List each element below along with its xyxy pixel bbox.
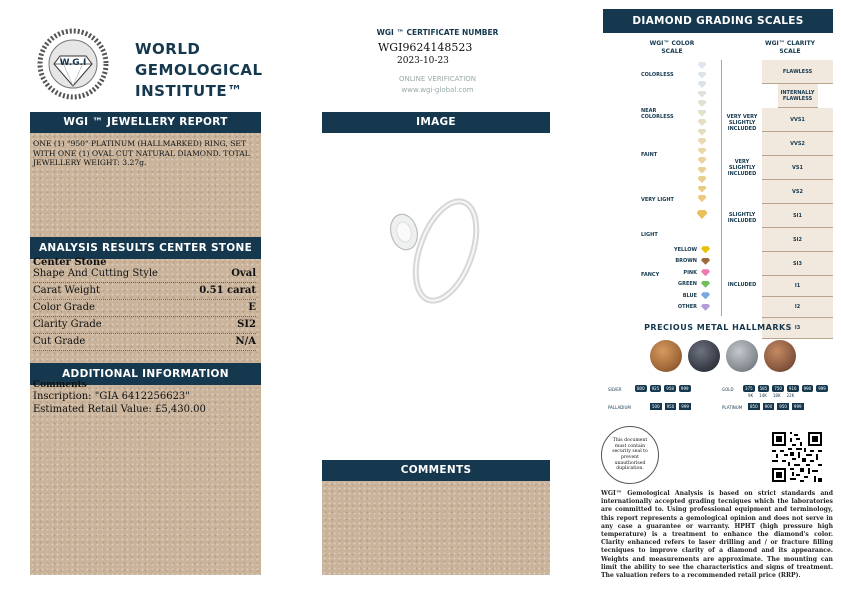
clarity-i1: I1 <box>762 276 833 297</box>
silver-mark: 999 <box>680 386 689 391</box>
gold-mark: 750 <box>774 386 782 391</box>
gold-mark: 375 <box>745 386 753 391</box>
analysis-row-cut: Cut Grade N/A <box>33 334 256 351</box>
color-group-colorless: COLORLESS <box>641 72 674 78</box>
additional-subtitle: Comments <box>33 380 87 390</box>
color-scale-head: WGI™ COLOR SCALE <box>649 40 695 55</box>
report-description: ONE (1) "950" PLATINUM (HALLMARKED) RING, SET WITH ONE (1) OVAL CUT NATURAL DIAMOND. TOTAL JEWELLERY WEIGHT: 3.27g. <box>33 139 250 168</box>
hallmark-coin-bronze-icon <box>764 340 796 372</box>
fancy-pink: PINK <box>660 267 710 279</box>
hallmark-coins <box>650 340 796 372</box>
certificate-date: 2023-10-23 <box>397 56 449 66</box>
verify-url[interactable]: www.wgi-global.com <box>401 86 474 94</box>
analysis-row-clarity: Clarity Grade SI2 <box>33 317 256 334</box>
clarity-si1: SI1 <box>762 204 833 228</box>
fancy-yellow-gem <box>701 246 710 253</box>
hallmark-palladium-marks <box>650 403 691 410</box>
fancy-other-gem <box>701 304 710 311</box>
hallmark-coin-silver-icon <box>726 340 758 372</box>
color-group-near-colorless: NEAR COLORLESS <box>641 108 674 120</box>
silver-mark: 925 <box>651 386 660 391</box>
analysis-row-color: Color Grade E <box>33 300 256 317</box>
gold-mark: 990 <box>803 386 812 391</box>
clarity-grade-column <box>762 60 833 339</box>
color-gem-P <box>694 176 710 186</box>
color-gem-E <box>694 72 710 82</box>
clarity-group-labels <box>722 60 762 316</box>
report-title: WGI ™ JEWELLERY REPORT <box>30 112 261 133</box>
silver-mark: 958 <box>666 386 674 391</box>
platinum-mark: 950 <box>779 404 787 409</box>
color-gem-column <box>694 62 710 225</box>
platinum-mark: 999 <box>793 404 802 409</box>
platinum-mark: 900 <box>764 404 773 409</box>
brand-line-2: GEMOLOGICAL <box>135 61 263 79</box>
brand-name <box>135 39 263 102</box>
fancy-green: GREEN <box>660 279 710 291</box>
fancy-blue: BLUE <box>660 290 710 302</box>
color-gem-M <box>694 148 710 158</box>
color-gem-H <box>694 100 710 110</box>
retail-value-text: Estimated Retail Value: £5,430.00 <box>33 404 206 415</box>
analysis-row-carat: Carat Weight 0.51 carat <box>33 283 256 300</box>
certificate-heading: WGI ™ CERTIFICATE NUMBER <box>376 28 499 37</box>
fancy-other: OTHER <box>660 302 710 314</box>
inscription-text: Inscription: "GIA 6412256623" <box>33 391 190 402</box>
clarity-si3: SI3 <box>762 252 833 276</box>
fancy-blue-gem <box>701 292 710 299</box>
clarity-group-i: INCLUDED <box>727 282 757 288</box>
analysis-row-shape: Shape And Cutting Style Oval <box>33 266 256 283</box>
fancy-pink-gem <box>701 269 710 276</box>
color-gem-J <box>694 119 710 129</box>
comments-title: COMMENTS <box>322 460 550 481</box>
ring-image <box>378 185 488 315</box>
palladium-mark: 999 <box>681 404 689 409</box>
fancy-yellow: YELLOW <box>660 244 710 256</box>
verify-label: ONLINE VERIFICATION <box>398 75 477 83</box>
seal-initials: W.G.I <box>59 58 87 68</box>
clarity-group-vs: VERY SLIGHTLY INCLUDED <box>727 159 757 177</box>
certificate-number: WGI9624148523 <box>378 41 473 54</box>
brand-line-3: INSTITUTE™ <box>135 82 243 100</box>
palladium-mark: 500 <box>652 404 660 409</box>
silver-mark: 800 <box>637 386 645 391</box>
color-group-faint: FAINT <box>641 152 658 158</box>
gold-mark: 999 <box>818 386 826 391</box>
hallmark-platinum-marks <box>748 403 804 410</box>
clarity-group-vvs: VERY VERY SLIGHTLY INCLUDED <box>726 114 758 132</box>
fancy-colors <box>660 244 710 313</box>
color-gem-S-Z <box>694 205 710 225</box>
clarity-si2: SI2 <box>762 228 833 252</box>
image-title: IMAGE <box>322 112 550 133</box>
color-group-very-light: VERY LIGHT <box>641 197 674 203</box>
analysis-table <box>33 266 256 351</box>
color-gem-I <box>694 110 710 120</box>
fancy-brown-gem <box>701 258 710 265</box>
qr-code[interactable] <box>772 432 822 482</box>
color-gem-K <box>694 129 710 139</box>
hallmarks-title: PRECIOUS METAL HALLMARKS <box>644 323 792 332</box>
clarity-scale-head: WGI™ CLARITY SCALE <box>764 40 816 55</box>
palladium-mark: 950 <box>666 404 675 409</box>
color-group-light: LIGHT <box>641 232 658 238</box>
hallmark-gold-marks <box>743 385 828 392</box>
clarity-if: INTERNALLY FLAWLESS <box>778 84 818 108</box>
clarity-vs1: VS1 <box>762 156 833 180</box>
color-gem-G <box>694 91 710 101</box>
color-gem-D <box>694 62 710 72</box>
fancy-label: FANCY <box>641 272 660 278</box>
color-gem-F <box>694 81 710 91</box>
additional-title: ADDITIONAL INFORMATION <box>30 363 261 385</box>
disclaimer: WGI™ Gemological Analysis is based on strict standards and internationally accepted grading tecniques which the laboratories are committed to. Using professional equipment and terminology, this report represents a gemological opinion and does not serve in any case a guarantee or warranty. HPHT (high pressure high temperature) is a treatment to enhance the diamond's color. Clarity enhanced refers to laser drilling and / or fracture filling tecniques to improve clarity of a diamond and its appearance. Weights and measurements are approximate. The mounting can limit the ability to see the characteristics and signs of treatment. The valuation refers to a recommended retail price (RRP). <box>601 490 833 580</box>
hallmark-coin-platinum-icon <box>688 340 720 372</box>
hallmark-platinum-label: PLATINUM <box>722 405 743 410</box>
clarity-scale <box>721 60 834 331</box>
hallmark-gold-karats: 9K 14K 18K 22K <box>748 393 795 398</box>
comments-panel <box>322 481 550 575</box>
security-seal <box>601 426 659 484</box>
hallmark-gold-label: GOLD <box>722 387 734 392</box>
security-note: This document must contain security seal to prevent unauthorised duplication. <box>612 438 648 472</box>
clarity-i2: I2 <box>762 297 833 318</box>
color-gem-L <box>694 138 710 148</box>
analysis-title: ANALYSIS RESULTS CENTER STONE <box>30 237 261 259</box>
scales-title: DIAMOND GRADING SCALES <box>603 9 833 33</box>
color-gem-N <box>694 157 710 167</box>
platinum-mark: 850 <box>750 404 758 409</box>
color-gem-O <box>694 167 710 177</box>
analysis-subtitle: Center Stone <box>33 257 107 268</box>
color-gem-R <box>694 195 710 205</box>
brand-line-1: WORLD <box>135 40 201 58</box>
clarity-vvs2: VVS2 <box>762 132 833 156</box>
brand-seal <box>28 28 118 100</box>
hallmark-coin-gold-icon <box>650 340 682 372</box>
hallmark-palladium-label: PALLADIUM <box>608 405 631 410</box>
gold-mark: 916 <box>788 386 797 391</box>
clarity-vvs1: VVS1 <box>762 108 833 132</box>
fancy-green-gem <box>701 281 710 288</box>
clarity-i3: I3 <box>762 318 833 339</box>
gold-mark: 585 <box>759 386 768 391</box>
clarity-vs2: VS2 <box>762 180 833 204</box>
fancy-brown: BROWN <box>660 256 710 268</box>
color-gem-Q <box>694 186 710 196</box>
hallmark-silver-label: SILVER <box>608 387 622 392</box>
clarity-fl: FLAWLESS <box>762 60 833 84</box>
hallmark-silver-marks <box>635 385 691 392</box>
clarity-group-si: SLIGHTLY INCLUDED <box>727 212 757 224</box>
